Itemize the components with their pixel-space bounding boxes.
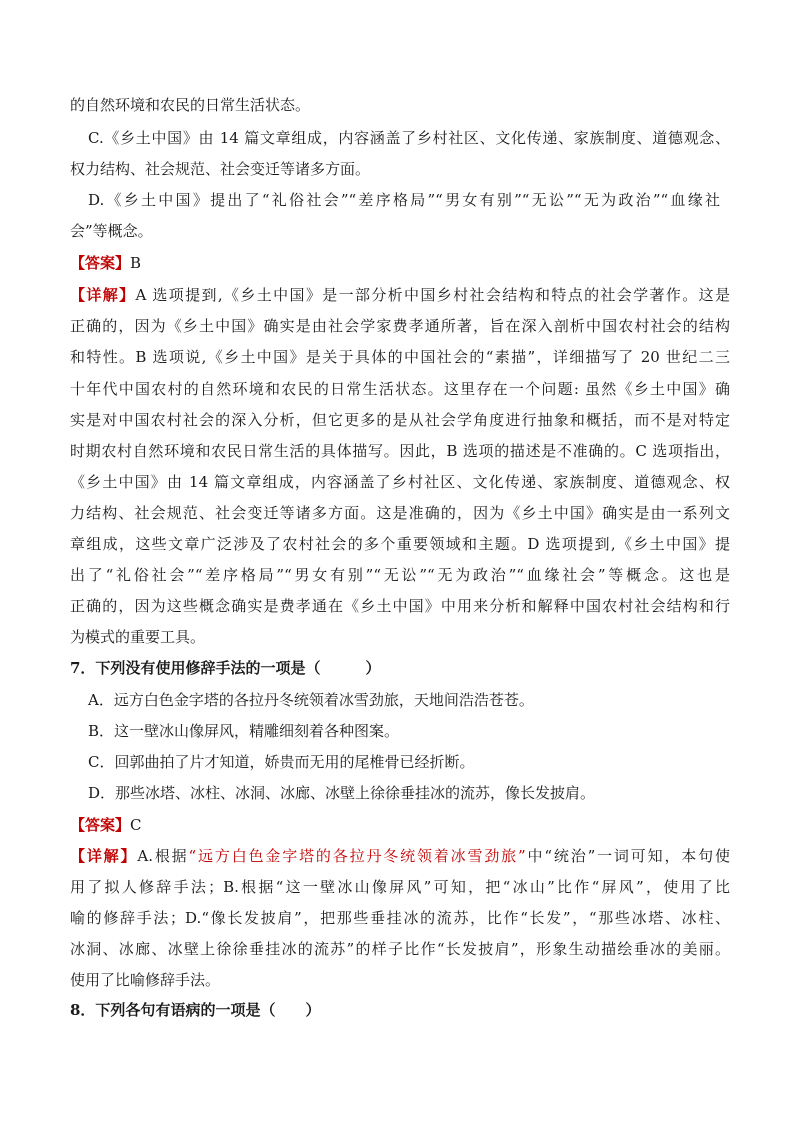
option-d-line: D.《乡土中国》提出了“礼俗社会”“差序格局”“男女有别”“无讼”“无为政治”“血缘社 (88, 191, 720, 209)
detail-line: 实是对中国农村社会的深入分析，但它更多的是从社会学角度进行抽象和概括，而不是对特定 (70, 411, 730, 429)
question-8-stem: 8．下列各句有语病的一项是（ ） (70, 1001, 321, 1019)
detail-line: 出了“礼俗社会”“差序格局”“男女有别”“无讼”“无为政治”“血缘社会”等概念。这也是 (70, 566, 730, 584)
detail-line: 用了拟人修辞手法；B.根据“这一壁冰山像屏风”可知，把“冰山”比作“屏风”，使用了比 (70, 878, 730, 896)
detail-line: 正确的，因为这些概念确实是费孝通在《乡土中国》中用来分析和解释中国农村社会结构和行 (70, 597, 730, 615)
answer-tag: 【答案】 (70, 254, 131, 272)
question-7-option-d: D．那些冰塔、冰柱、冰洞、冰廊、冰壁上徐徐垂挂冰的流苏，像长发披肩。 (88, 784, 596, 802)
paragraph-line: 的自然环境和农民的日常生活状态。 (70, 96, 311, 114)
detail-line: 喻的修辞手法；D.“像长发披肩”，把那些垂挂冰的流苏，比作“长发”，“那些冰塔、冰柱、 (70, 909, 730, 927)
option-c-line: 权力结构、社会规范、社会变迁等诸多方面。 (70, 160, 371, 178)
detail-line: 正确的，因为《乡土中国》确实是由社会学家费孝通所著，旨在深入剖析中国农村社会的结构 (70, 317, 730, 335)
question-7-option-a: A．远方白色金字塔的各拉丹冬统领着冰雪劲旅，天地间浩浩苍苍。 (88, 691, 534, 709)
detail-line: 使用了比喻修辞手法。 (70, 971, 221, 989)
detail-line: 时期农村自然环境和农民日常生活的具体描写。因此，B 选项的描述是不准确的。C 选项指出， (70, 442, 730, 460)
detail-text: A 选项提到,《乡土中国》是一部分析中国乡村社会结构和特点的社会学著作。这是 (135, 286, 730, 304)
detail-line (70, 285, 730, 305)
detail-line: 为模式的重要工具。 (70, 628, 206, 646)
detail-tag: 【详解】 (70, 286, 136, 304)
answer-value: C (130, 816, 142, 834)
detail-line (70, 846, 730, 866)
detail-tag: 【详解】 (70, 847, 138, 865)
detail-line: 章组成，这些文章广泛涉及了农村社会的多个重要领域和主题。D 选项提到,《乡土中国》提 (70, 535, 730, 553)
answer-value: B (130, 254, 142, 272)
detail-line: 冰洞、冰廊、冰壁上徐徐垂挂冰的流苏”的样子比作“长发披肩”，形象生动描绘垂冰的美丽。 (70, 940, 730, 958)
detail-line: 力结构、社会规范、社会变迁等诸多方面。这是准确的，因为《乡土中国》确实是由一系列文 (70, 504, 730, 522)
detail-text: 中“统治”一词可知，本句使 (525, 847, 730, 865)
answer-line (70, 253, 730, 273)
detail-line: 《乡土中国》由 14 篇文章组成，内容涵盖了乡村社区、文化传递、家族制度、道德观念、权 (70, 473, 730, 491)
option-c-line: C.《乡土中国》由 14 篇文章组成，内容涵盖了乡村社区、文化传递、家族制度、道德观念、 (88, 129, 730, 147)
detail-text: A.根据 (137, 847, 189, 865)
answer-line (70, 815, 730, 835)
detail-line: 和特性。B 选项说,《乡土中国》是关于具体的中国社会的“素描”，详细描写了 20 世纪二三 (70, 348, 730, 366)
option-d-line: 会”等概念。 (70, 222, 153, 240)
detail-line: 十年代中国农村的自然环境和农民的日常生活状态。这里存在一个问题: 虽然《乡土中国》确 (70, 380, 730, 398)
quoted-sentence: “远方白色金字塔的各拉丹冬统领着冰雪劲旅” (188, 847, 526, 865)
question-7-stem: 7．下列没有使用修辞手法的一项是（ ） (70, 659, 381, 677)
answer-tag: 【答案】 (70, 816, 131, 834)
question-7-option-c: C．回郭曲拍了片才知道，娇贵而无用的尾椎骨已经折断。 (88, 753, 475, 771)
question-7-option-b: B．这一壁冰山像屏风，精雕细刻着各种图案。 (88, 722, 400, 740)
